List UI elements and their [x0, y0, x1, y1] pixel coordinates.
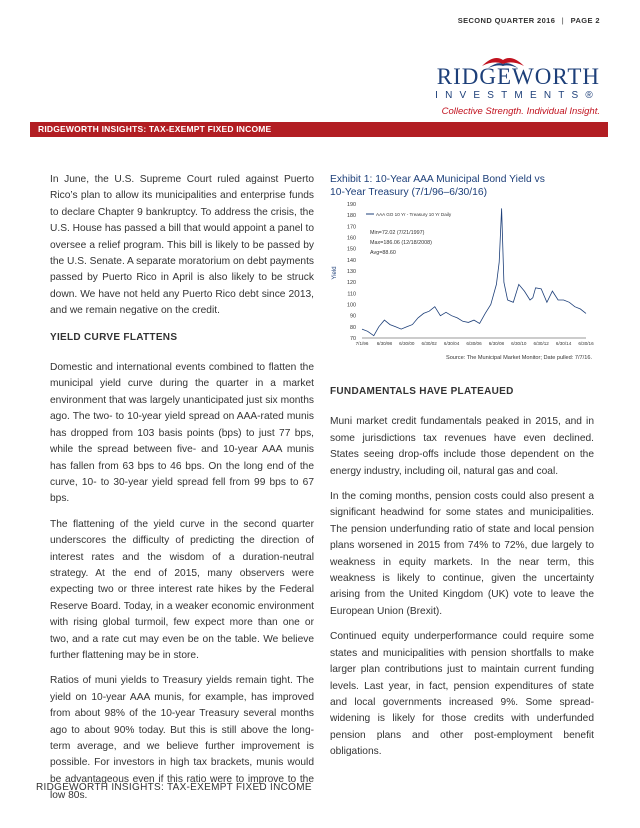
issue-label: SECOND QUARTER 2016	[457, 16, 556, 25]
left-column	[50, 172, 314, 814]
y-tick-label: 110	[347, 291, 356, 298]
y-tick-label: 90	[350, 313, 356, 320]
y-tick-label: 80	[350, 324, 356, 331]
x-tick-label: 7/1/96	[355, 341, 369, 346]
logo-wordmark: RIDGEWORTH	[436, 64, 600, 89]
x-tick-label: 6/30/14	[555, 341, 572, 346]
right-column	[330, 370, 594, 770]
company-logo	[400, 52, 600, 124]
y-tick-label: 170	[347, 224, 356, 231]
y-tick-label: 70	[350, 336, 356, 342]
stat-max: Max=186.06 (12/18/2008)	[370, 240, 432, 246]
x-tick-label: 6/30/16	[578, 341, 594, 346]
x-tick-label: 6/30/06	[466, 341, 482, 346]
y-tick-label: 150	[347, 246, 356, 253]
x-tick-label: 6/30/10	[511, 341, 527, 346]
legend-label: AAA GO 10 Yr - Treasury 10 Yr Daily	[376, 212, 452, 217]
y-tick-label: 130	[347, 269, 356, 275]
x-tick-label: 6/30/12	[533, 341, 549, 346]
yield-curve-paragraph-2: The flattening of the yield curve in the second quarter underscores the difficulty of predicting the direction of interest rates and the wisdom of a duration-neutral strategy. At the end of 2015, many observers were expecting two or three interest rate hikes by the Federal Reserve Board. Today, in a weaker economic environment with rising global turmoil, few expect more than one or two, and a rate cut may even be on the table. We believe further flattening may be in store.	[50, 518, 314, 661]
x-tick-label: 6/30/02	[421, 341, 437, 346]
fundamentals-paragraph-3: Continued equity underperformance could require some states and municipalities with pension shortfalls to make larger plan contributions just to maintain current funding levels. Last year, in fact, pension expenditures of state and local governments increased 9%. Some spread-widening is likely for those credits with underfunded pension plans and other post-employment benefit obligations.	[330, 631, 594, 758]
page-footer: RIDGEWORTH INSIGHTS: TAX-EXEMPT FIXED INCOME	[36, 782, 312, 793]
section-band-title: RIDGEWORTH INSIGHTS: TAX-EXEMPT FIXED INCOME	[38, 124, 272, 134]
stat-avg: Avg=88.60	[370, 250, 396, 256]
yield-curve-paragraph-3: Ratios of muni yields to Treasury yields remain tight. The yield on 10-year AAA munis, for example, has improved from about 98% of the 10-year Treasury several months ago to about 90% today. But this is still above the long-term average, and we believe further improvement is possible. For investors in high tax brackets, munis would be advantageous even if this ratio were to improve to the low 80s.	[50, 675, 314, 802]
fundamentals-paragraph-1: Muni market credit fundamentals peaked in 2015, and in some jurisdictions tax revenues have even declined. States seeing drop-offs include those dependent on the energy industry, including oil, natural gas and coal.	[330, 416, 594, 477]
logo-tagline: Collective Strength. Individual Insight.	[441, 106, 600, 117]
fundamentals-heading: FUNDAMENTALS HAVE PLATEAUED	[330, 386, 514, 397]
intro-paragraph: In June, the U.S. Supreme Court ruled against Puerto Rico’s plan to allow its municipalities and enterprise funds to declare Chapter 9 bankruptcy. To address the crisis, the U.S. House has passed a bill that would appoint a panel to oversee a relief program. This bill is likely to be passed by the U.S. Senate. A separate moratorium on debt payments passed by Puerto Rico in April is also likely to be struck down. We have not held any Puerto Rico debt since 2013, and we remain negative on the credit.	[50, 174, 314, 317]
chart-series-line	[362, 208, 586, 335]
y-tick-label: 190	[347, 202, 356, 208]
page-number: PAGE 2	[570, 16, 600, 25]
y-tick-label: 160	[347, 235, 356, 242]
chart-y-axis-label: Yield	[332, 266, 338, 280]
exhibit-title-line-1: Exhibit 1: 10-Year AAA Municipal Bond Yield vs	[330, 174, 545, 185]
x-tick-label: 6/30/08	[488, 341, 505, 346]
header-separator: |	[561, 16, 565, 25]
section-band	[30, 122, 608, 137]
x-tick-label: 6/30/98	[376, 341, 393, 346]
x-tick-label: 6/30/04	[443, 341, 460, 346]
y-tick-label: 120	[347, 280, 356, 287]
page-header	[458, 16, 600, 25]
fundamentals-paragraph-2: In the coming months, pension costs could also present a significant headwind for some states and municipalities. The pension underfunding ratio of state and local pension plans worsened in 2015 from 74% to 72%, due largely to weakness in equity markets. In the near term, this weakness is likely to continue, given the uncertainty arising from the United Kingdom (UK) vote to leave the European Union (Brexit).	[330, 491, 594, 617]
exhibit-title-line-2: 10-Year Treasury (7/1/96–6/30/16)	[330, 187, 488, 198]
y-tick-label: 180	[347, 213, 356, 220]
y-tick-label: 100	[347, 302, 356, 309]
yield-curve-paragraph-1: Domestic and international events combined to flatten the municipal yield curve during the quarter in a market environment that was largely unanticipated just six months ago. The two- to 10-year yield spread on AAA-rated munis has dropped from 103 basis points (bps) to just 77 bps, while the spread between five- and 10-year AAA munis has fallen from 63 bps to 46 bps. On the long end of the curve, 10- to 30-year yield spread fell from 99 bps to 67 bps.	[50, 362, 314, 505]
logo-subtitle: INVESTMENTS®	[435, 90, 600, 101]
exhibit-title	[330, 173, 600, 199]
chart-legend	[366, 212, 452, 217]
chart-stats	[370, 230, 432, 256]
stat-min: Min=72.02 (7/21/1997)	[370, 230, 425, 236]
yield-curve-heading: YIELD CURVE FLATTENS	[50, 331, 178, 343]
chart-source: Source: The Municipal Market Monitor; Date pulled: 7/7/16.	[445, 355, 592, 361]
y-tick-label: 140	[347, 257, 356, 264]
x-tick-label: 6/30/00	[399, 341, 415, 346]
yield-ratio-chart	[330, 198, 596, 348]
